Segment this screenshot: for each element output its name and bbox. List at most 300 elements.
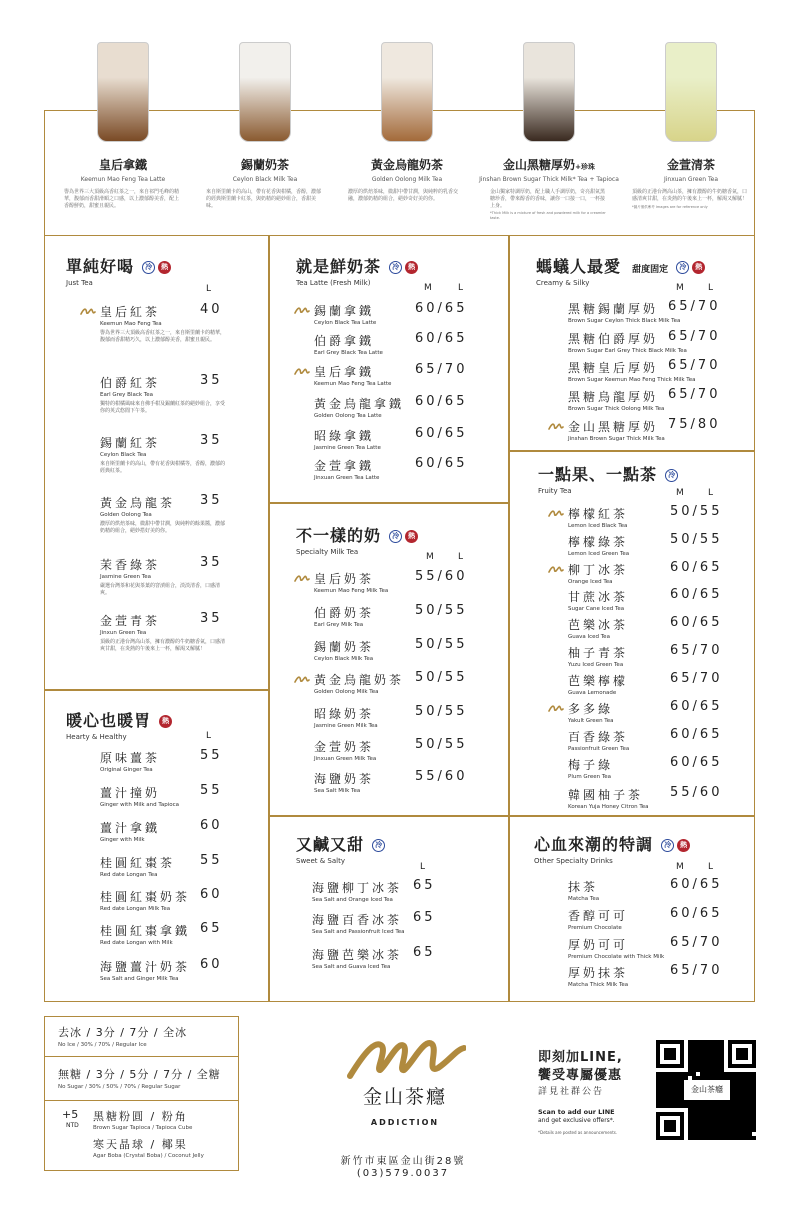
menu-item-price: 55/60 [415, 769, 468, 784]
signature-mark-icon [294, 574, 310, 582]
cold-icon: 冷 [142, 261, 155, 274]
cold-icon: 冷 [661, 839, 674, 852]
hot-icon: 熱 [692, 261, 705, 274]
hearty-header [66, 708, 172, 741]
cold-icon: 冷 [389, 530, 402, 543]
menu-item-en: Ginger with Milk [100, 837, 145, 843]
menu-item-price: 55/60 [415, 569, 468, 584]
fresh-milk-header [296, 254, 418, 287]
topping-2-en: Agar Boba (Crystal Boba) / Coconut Jelly [93, 1153, 204, 1159]
menu-item-desc: 嚴選台灣茶和花與茶葉的窨漬組合，淡淡清香，口感清爽。 [100, 583, 221, 596]
menu-item-name: 金萱奶茶 [314, 740, 375, 754]
menu-item [314, 302, 376, 326]
menu-item-price: 60/65 [415, 456, 468, 471]
featured-drink-en: Golden Oolong Milk Tea [371, 176, 443, 183]
fruity-title: 一點果、一點茶 [538, 465, 658, 484]
menu-item [100, 854, 175, 878]
menu-item-price: 65/70 [668, 358, 721, 373]
menu-item [568, 728, 629, 752]
topping-2: 寒天晶球 / 椰果 [93, 1138, 188, 1151]
fresh-milk-title: 就是鮮奶茶 [296, 257, 382, 276]
menu-item-price: 35 [200, 433, 223, 448]
menu-item [568, 936, 664, 960]
menu-item-en: Sea Salt Milk Tea [314, 788, 361, 794]
signature-mark-icon [548, 422, 564, 430]
hot-icon: 熱 [159, 715, 172, 728]
menu-item-name: 梅子綠 [568, 758, 614, 772]
signature-mark-icon [548, 704, 564, 712]
menu-item-desc: 濃厚的烘焙茶味，微甜中帶甘潤，與純粹的餘果醬，濃郁奶精的組合，絕妙搭好美的你。 [100, 521, 226, 534]
just-tea-title: 單純好喝 [66, 257, 135, 276]
menu-item [568, 878, 599, 902]
menu-item-price: 65/70 [668, 329, 721, 344]
menu-item-price: 65/70 [670, 963, 723, 978]
size-header-l: L [708, 488, 728, 498]
menu-item-name: 海鹽奶茶 [314, 772, 375, 786]
menu-item-price: 60/65 [670, 906, 723, 921]
menu-item-name: 皇后紅茶 [100, 305, 161, 319]
menu-item [314, 770, 374, 794]
menu-item-price: 50/55 [415, 670, 468, 685]
menu-item-name: 皇后拿鐵 [314, 365, 375, 379]
creamy-title: 螞蟻人最愛 [536, 257, 622, 276]
menu-item [568, 786, 649, 810]
menu-item [314, 638, 374, 662]
menu-item-price: 65 [413, 878, 436, 893]
featured-drink-note: *Thick Milk is a mixture of fresh and powdered milk for a creamier taste. [490, 211, 606, 220]
ice-options-en: No Ice / 30% / 70% / Regular Ice [58, 1042, 147, 1048]
size-header: L [206, 284, 226, 294]
menu-item-name: 檸檬紅茶 [568, 507, 629, 521]
menu-item-name: 錫蘭紅茶 [100, 436, 161, 450]
featured-drink [190, 42, 340, 211]
menu-item-name: 甘蔗冰茶 [568, 590, 629, 604]
menu-item-name: 黑糖烏龍厚奶 [568, 390, 659, 404]
featured-drink [48, 42, 198, 211]
featured-drink-desc: 頂級的正港台灣高山茶，擁有濃醇的牛奶糖香氣，口感清爽甘甜，在炎熱的午後來上一杯，解渴又解膩！ [632, 189, 748, 202]
featured-drink-en: Ceylon Black Milk Tea [232, 176, 298, 183]
featured-drink-en: Keemun Mao Feng Tea Latte [80, 176, 166, 183]
menu-item-name: 茉香綠茶 [100, 558, 161, 572]
hearty-sub: Hearty & Healthy [66, 733, 127, 741]
drink-cup-image [523, 42, 575, 142]
menu-item [312, 946, 402, 970]
menu-item-name: 薑汁撞奶 [100, 786, 161, 800]
menu-item-en: Korean Yuja Honey Citron Tea [568, 804, 649, 810]
menu-item [568, 700, 614, 724]
menu-item-price: 60/65 [670, 560, 723, 575]
topping-1: 黑糖粉圓 / 粉角 [93, 1110, 188, 1123]
menu-item-price: 75/80 [668, 417, 721, 432]
featured-drink-name: 黃金烏龍奶茶 [370, 158, 443, 172]
menu-item-en: Keemun Mao Feng Milk Tea [314, 588, 389, 594]
menu-item-en: Sea Salt and Orange Iced Tea [312, 897, 393, 903]
menu-item-en: Plum Green Tea [568, 774, 612, 780]
menu-item-price: 55 [200, 853, 223, 868]
menu-item-en: Orange Iced Tea [568, 579, 613, 585]
address: 新竹市東區金山街28號 [340, 1156, 466, 1167]
line-title-2: 饗受專屬優惠 [538, 1068, 623, 1083]
menu-item-name: 皇后奶茶 [314, 572, 375, 586]
menu-item-name: 黑糖伯爵厚奶 [568, 332, 659, 346]
sweet-salty-sub: Sweet & Salty [296, 857, 345, 865]
qr-label: 金山茶癮 [684, 1080, 730, 1100]
menu-item-name: 桂圓紅棗拿鐵 [100, 924, 191, 938]
size-header-m: M [426, 552, 448, 562]
menu-item-en: Passionfruit Green Tea [568, 746, 630, 752]
hearty-title: 暖心也暖胃 [66, 711, 152, 730]
ice-options: 去冰 / 3分 / 7分 / 全冰 [58, 1026, 188, 1039]
menu-item [568, 756, 613, 780]
menu-item-name: 芭樂冰茶 [568, 618, 629, 632]
signature-mark-icon [548, 509, 564, 517]
menu-item-price: 65 [413, 945, 436, 960]
line-title-1: 即刻加LINE, [538, 1050, 623, 1065]
fresh-milk-sub: Tea Latte (Fresh Milk) [296, 279, 371, 287]
menu-item-en: Red date Longan with Milk [100, 940, 173, 946]
menu-item-name: 黑糖皇后厚奶 [568, 361, 659, 375]
menu-item [568, 644, 628, 668]
menu-item-price: 50/55 [415, 737, 468, 752]
drink-cup-image [239, 42, 291, 142]
menu-item-en: Yuzu Iced Green Tea [568, 662, 624, 668]
menu-item-en: Keemun Mao Feng Tea Latte [314, 381, 392, 387]
cold-icon: 冷 [372, 839, 385, 852]
menu-item [568, 418, 665, 442]
menu-item [568, 907, 628, 931]
menu-item-name: 抹茶 [568, 880, 599, 894]
signature-mark-icon [548, 565, 564, 573]
menu-item-price: 60/65 [670, 877, 723, 892]
menu-item-name: 檸檬綠茶 [568, 535, 629, 549]
fruity-sub: Fruity Tea [538, 487, 572, 495]
menu-item-en: Jinshan Brown Sugar Thick Milk Tea [568, 436, 665, 442]
menu-item-en: Keemun Mao Feng Tea [100, 321, 162, 327]
featured-drink-desc: 來自斯里蘭卡的高山，帶有花香與柑橘，香醇，濃郁的經典斯里蘭卡紅茶，與奶精的絕妙組合，香甜美味。 [206, 189, 322, 209]
menu-item-en: Red date Longan Tea [100, 872, 158, 878]
featured-drink-desc: 譽為世界三大頂級高香紅茶之一，來自祁門毛峰的精華，馥郁而香甜滑順之口感，以上濃郁醇美香，配上香醇鮮奶，甜蜜且親民。 [64, 189, 180, 209]
menu-item-name: 厚奶可可 [568, 938, 629, 952]
featured-drink [616, 42, 766, 209]
hot-icon: 熱 [158, 261, 171, 274]
menu-item-name: 桂圓紅棗茶 [100, 856, 176, 870]
menu-item-en: Original Ginger Tea [100, 767, 153, 773]
other-header [534, 832, 690, 865]
menu-item-en: Jinxuan Green Milk Tea [314, 756, 377, 762]
other-title: 心血來潮的特調 [534, 835, 654, 854]
fixed-sweetness-label: 甜度固定 [632, 265, 669, 275]
line-en-1: Scan to add our LINE [538, 1108, 615, 1116]
menu-item [568, 588, 628, 612]
menu-item-price: 60 [200, 957, 223, 972]
menu-item-name: 錫蘭奶茶 [314, 640, 375, 654]
menu-item-en: Jinxuan Green Tea Latte [314, 475, 380, 481]
signature-mark-icon [294, 367, 310, 375]
menu-item-en: Earl Grey Black Tea [100, 392, 153, 398]
line-note: *Details are posted as announcements. [538, 1130, 618, 1135]
featured-drink [474, 42, 624, 221]
creamy-sub: Creamy & Silky [536, 279, 590, 287]
menu-item-en: Lemon Iced Green Tea [568, 551, 630, 557]
menu-item [312, 911, 405, 935]
menu-item-desc: 譽為世界三大頂級高香紅茶之一，來自斯里蘭卡的精華，馥郁而香甜精巧久，以上濃郁醇美香，甜蜜且親民。 [100, 330, 226, 343]
menu-item [568, 672, 628, 696]
menu-item-en: Ceylon Black Milk Tea [314, 656, 374, 662]
hot-icon: 熱 [405, 261, 418, 274]
menu-item [314, 395, 404, 419]
specialty-sub: Specialty Milk Tea [296, 548, 359, 556]
menu-item [568, 505, 628, 529]
menu-item-en: Jasmine Green Tea Latte [314, 445, 381, 451]
menu-item-en: Sea Salt and Guava Iced Tea [312, 964, 391, 970]
menu-item-price: 65 [413, 910, 436, 925]
cold-icon: 冷 [676, 261, 689, 274]
menu-item [100, 819, 160, 843]
menu-item-price: 60/65 [415, 426, 468, 441]
featured-drink-name: 皇后拿鐵 [98, 158, 147, 172]
featured-drink-name: 錫蘭奶茶 [240, 158, 289, 172]
menu-item-name: 金萱拿鐵 [314, 459, 375, 473]
menu-item-name: 伯爵拿鐵 [314, 334, 375, 348]
hot-icon: 熱 [677, 839, 690, 852]
menu-item-en: Golden Oolong Tea Latte [314, 413, 382, 419]
menu-item [314, 671, 404, 695]
menu-item-en: Ceylon Black Tea Latte [314, 320, 377, 326]
menu-item-price: 50/55 [415, 603, 468, 618]
signature-mark-icon [80, 307, 96, 315]
menu-item-name: 黑糖錫蘭厚奶 [568, 302, 659, 316]
size-header-l: L [708, 283, 728, 293]
menu-item [568, 616, 628, 640]
menu-item-en: Earl Grey Black Tea Latte [314, 350, 383, 356]
menu-item-price: 40 [200, 302, 223, 317]
size-header-m: M [676, 862, 698, 872]
menu-item-desc: 來自斯里蘭卡的高山，帶有花香與柑橘等，香醇，濃郁的經典紅茶。 [100, 461, 226, 474]
menu-item-en: Yakult Green Tea [568, 718, 614, 724]
size-header-m: M [676, 488, 698, 498]
menu-item [314, 332, 383, 356]
menu-item-en: Jasmine Green Milk Tea [314, 723, 378, 729]
menu-item-desc: 獨特的柑橘風味來自佛手柑及錫蘭紅茶的絕妙組合，享受你的英式悠閒下午茶。 [100, 401, 226, 414]
drink-cup-image [381, 42, 433, 142]
sweet-salty-title: 又鹹又甜 [296, 835, 365, 854]
menu-item-price: 60/65 [670, 727, 723, 742]
menu-item-price: 60/65 [670, 699, 723, 714]
menu-item-en: Sugar Cane Iced Tea [568, 606, 625, 612]
brand-logo-icon [346, 1030, 466, 1080]
size-header: L [206, 731, 226, 741]
fruity-header [538, 462, 678, 495]
menu-item-name: 海鹽柳丁冰茶 [312, 881, 403, 895]
menu-item-price: 55 [200, 783, 223, 798]
size-header-m: M [676, 283, 698, 293]
size-header-l: L [458, 552, 478, 562]
just-tea-sub: Just Tea [66, 279, 93, 287]
drink-cup-image [97, 42, 149, 142]
menu-item-en: Red date Longan Milk Tea [100, 906, 171, 912]
line-sub: 詳見社群公告 [538, 1087, 605, 1097]
menu-item-price: 65/70 [668, 299, 721, 314]
menu-item-name: 伯爵紅茶 [100, 376, 161, 390]
drink-cup-image [665, 42, 717, 142]
menu-item-en: Ceylon Black Tea [100, 452, 147, 458]
menu-item [568, 533, 629, 557]
featured-drink-name: 金山黑糖厚奶+珍珠 [503, 158, 595, 172]
menu-item-name: 桂圓紅棗奶茶 [100, 890, 191, 904]
menu-item-en: Lemon Iced Black Tea [568, 523, 628, 529]
sugar-options-en: No Sugar / 30% / 50% / 70% / Regular Sugar [58, 1084, 181, 1090]
menu-item-price: 65/70 [670, 643, 723, 658]
menu-item-en: Premium Chocolate with Thick Milk [568, 954, 665, 960]
signature-mark-icon [294, 306, 310, 314]
menu-item [314, 457, 379, 481]
menu-item-price: 60 [200, 887, 223, 902]
menu-item [100, 749, 160, 773]
featured-drink [332, 42, 482, 205]
menu-item [568, 561, 628, 585]
menu-item-en: Matcha Thick Milk Tea [568, 982, 629, 988]
topping-1-en: Brown Sugar Tapioca / Tapioca Cube [93, 1125, 193, 1131]
menu-item [314, 738, 376, 762]
menu-item [312, 879, 402, 903]
menu-item-price: 35 [200, 373, 223, 388]
menu-item [568, 964, 628, 988]
featured-drink-desc: 濃厚的烘焙茶味，微甜中帶甘潤，與純粹的乳香交融，濃郁奶精的組合，絕妙奇好美的你。 [348, 189, 459, 202]
menu-item-name: 黃金烏龍拿鐵 [314, 397, 405, 411]
menu-item-en: Matcha Tea [568, 896, 600, 902]
menu-item-price: 50/55 [415, 704, 468, 719]
menu-item-en: Brown Sugar Ceylon Thick Black Milk Tea [568, 318, 681, 324]
menu-item-name: 多多綠 [568, 702, 614, 716]
menu-item-en: Sea Salt and Passionfruit Iced Tea [312, 929, 405, 935]
just-tea-header [66, 254, 171, 287]
menu-item-name: 金山黑糖厚奶 [568, 420, 659, 434]
menu-item-name: 海鹽薑汁奶茶 [100, 960, 191, 974]
menu-item-name: 柳丁冰茶 [568, 563, 629, 577]
menu-item-price: 60/65 [670, 755, 723, 770]
menu-item [568, 300, 680, 324]
menu-item [568, 388, 664, 412]
menu-item-price: 60/65 [415, 394, 468, 409]
menu-item-name: 黃金烏龍奶茶 [314, 673, 405, 687]
specialty-header [296, 523, 418, 556]
menu-item-price: 35 [200, 555, 223, 570]
menu-item-name: 柚子青茶 [568, 646, 629, 660]
signature-mark-icon [294, 675, 310, 683]
menu-item [314, 604, 374, 628]
menu-item-name: 厚奶抹茶 [568, 966, 629, 980]
menu-item-name: 百香綠茶 [568, 730, 629, 744]
menu-item [314, 705, 378, 729]
menu-item-price: 65/70 [668, 387, 721, 402]
menu-item-price: 60/65 [415, 301, 468, 316]
featured-drink-en: Jinshan Brown Sugar Thick Milk* Tea + Tapioca [479, 176, 619, 183]
menu-item-name: 原味薑茶 [100, 751, 161, 765]
menu-item-price: 60 [200, 818, 223, 833]
menu-item [100, 888, 190, 912]
menu-item-name: 海鹽百香冰茶 [312, 913, 403, 927]
menu-item-en: Premium Chocolate [568, 925, 622, 931]
size-header: L [420, 862, 440, 872]
menu-item-price: 60/65 [415, 331, 468, 346]
featured-drink-desc: 金山獨家特調厚奶，配上職人手調厚奶，奇亮甜氣黑糖珍香，帶來醇香的香味，讓你一口接一口，一杯接上身。 [490, 189, 606, 209]
menu-item-price: 55/60 [670, 785, 723, 800]
menu-item-en: Jinxun Green Tea [100, 630, 147, 636]
specialty-title: 不一樣的奶 [296, 526, 382, 545]
sweet-salty-header [296, 832, 385, 865]
menu-item-name: 黃金烏龍茶 [100, 496, 176, 510]
menu-item-en: Ginger with Milk and Tapioca [100, 802, 180, 808]
cold-icon: 冷 [389, 261, 402, 274]
menu-item-en: Golden Oolong Milk Tea [314, 689, 379, 695]
menu-item-name: 韓國柚子茶 [568, 788, 644, 802]
menu-item-price: 50/55 [670, 532, 723, 547]
size-header-l: L [458, 283, 478, 293]
menu-item [100, 784, 179, 808]
menu-item-name: 香醇可可 [568, 909, 629, 923]
menu-item-en: Brown Sugar Keemun Mao Feng Thick Milk Tea [568, 377, 696, 383]
line-qr-code[interactable] [656, 1040, 756, 1140]
topping-price: +5 [62, 1108, 79, 1121]
menu-item-name: 薑汁拿鐵 [100, 821, 161, 835]
menu-item-desc: 頂級的正港台灣高山茶，擁有濃醇的牛奶糖香氣，口感清爽甘甜，在炎熱的午後來上一杯，解渴又解膩！ [100, 639, 226, 652]
line-en-2: and get exclusive offers*. [538, 1117, 615, 1124]
menu-item [100, 958, 190, 982]
featured-drink-en: Jinxuan Green Tea [663, 176, 719, 183]
menu-item-en: Guava Lemonade [568, 690, 617, 696]
menu-item-price: 35 [200, 611, 223, 626]
featured-drink-name: 金萱清茶 [666, 158, 715, 172]
menu-item-en: Golden Oolong Tea [100, 512, 152, 518]
brand-en: ADDICTION [370, 1118, 440, 1127]
menu-item [100, 922, 190, 946]
menu-item-en: Brown Sugar Thick Oolong Milk Tea [568, 406, 665, 412]
menu-item-price: 35 [200, 493, 223, 508]
menu-item-en: Brown Sugar Earl Grey Thick Black Milk Tea [568, 348, 687, 354]
sugar-options: 無糖 / 3分 / 5分 / 7分 / 全糖 [58, 1068, 221, 1081]
menu-item-name: 海鹽芭樂冰茶 [312, 948, 403, 962]
menu-item-price: 60/65 [670, 615, 723, 630]
phone: (03)579.0037 [356, 1168, 450, 1179]
menu-item-price: 65/70 [670, 935, 723, 950]
menu-item-price: 65/70 [670, 671, 723, 686]
menu-item-name: 芭樂檸檬 [568, 674, 629, 688]
other-sub: Other Specialty Drinks [534, 857, 613, 865]
menu-item [314, 427, 381, 451]
menu-item-price: 50/55 [670, 504, 723, 519]
menu-item-name: 昭綠拿鐵 [314, 429, 375, 443]
menu-item-en: Sea Salt and Ginger Milk Tea [100, 976, 179, 982]
topping-currency: NTD [66, 1122, 79, 1129]
menu-item-name: 昭綠奶茶 [314, 707, 375, 721]
hot-icon: 熱 [405, 530, 418, 543]
menu-item [314, 363, 391, 387]
menu-item-price: 55 [200, 748, 223, 763]
menu-item-en: Earl Grey Milk Tea [314, 622, 364, 628]
menu-item-price: 65/70 [415, 362, 468, 377]
brand-name: 金山茶癮 [362, 1086, 447, 1108]
menu-item-name: 錫蘭拿鐵 [314, 304, 375, 318]
menu-item [314, 570, 388, 594]
divider [44, 1056, 239, 1057]
size-header-l: L [708, 862, 728, 872]
size-header-m: M [424, 283, 446, 293]
menu-item-price: 60/65 [670, 587, 723, 602]
menu-item-name: 金萱青茶 [100, 614, 161, 628]
menu-item-price: 50/55 [415, 637, 468, 652]
divider [44, 1100, 239, 1101]
menu-item-en: Jasmine Green Tea [100, 574, 151, 580]
